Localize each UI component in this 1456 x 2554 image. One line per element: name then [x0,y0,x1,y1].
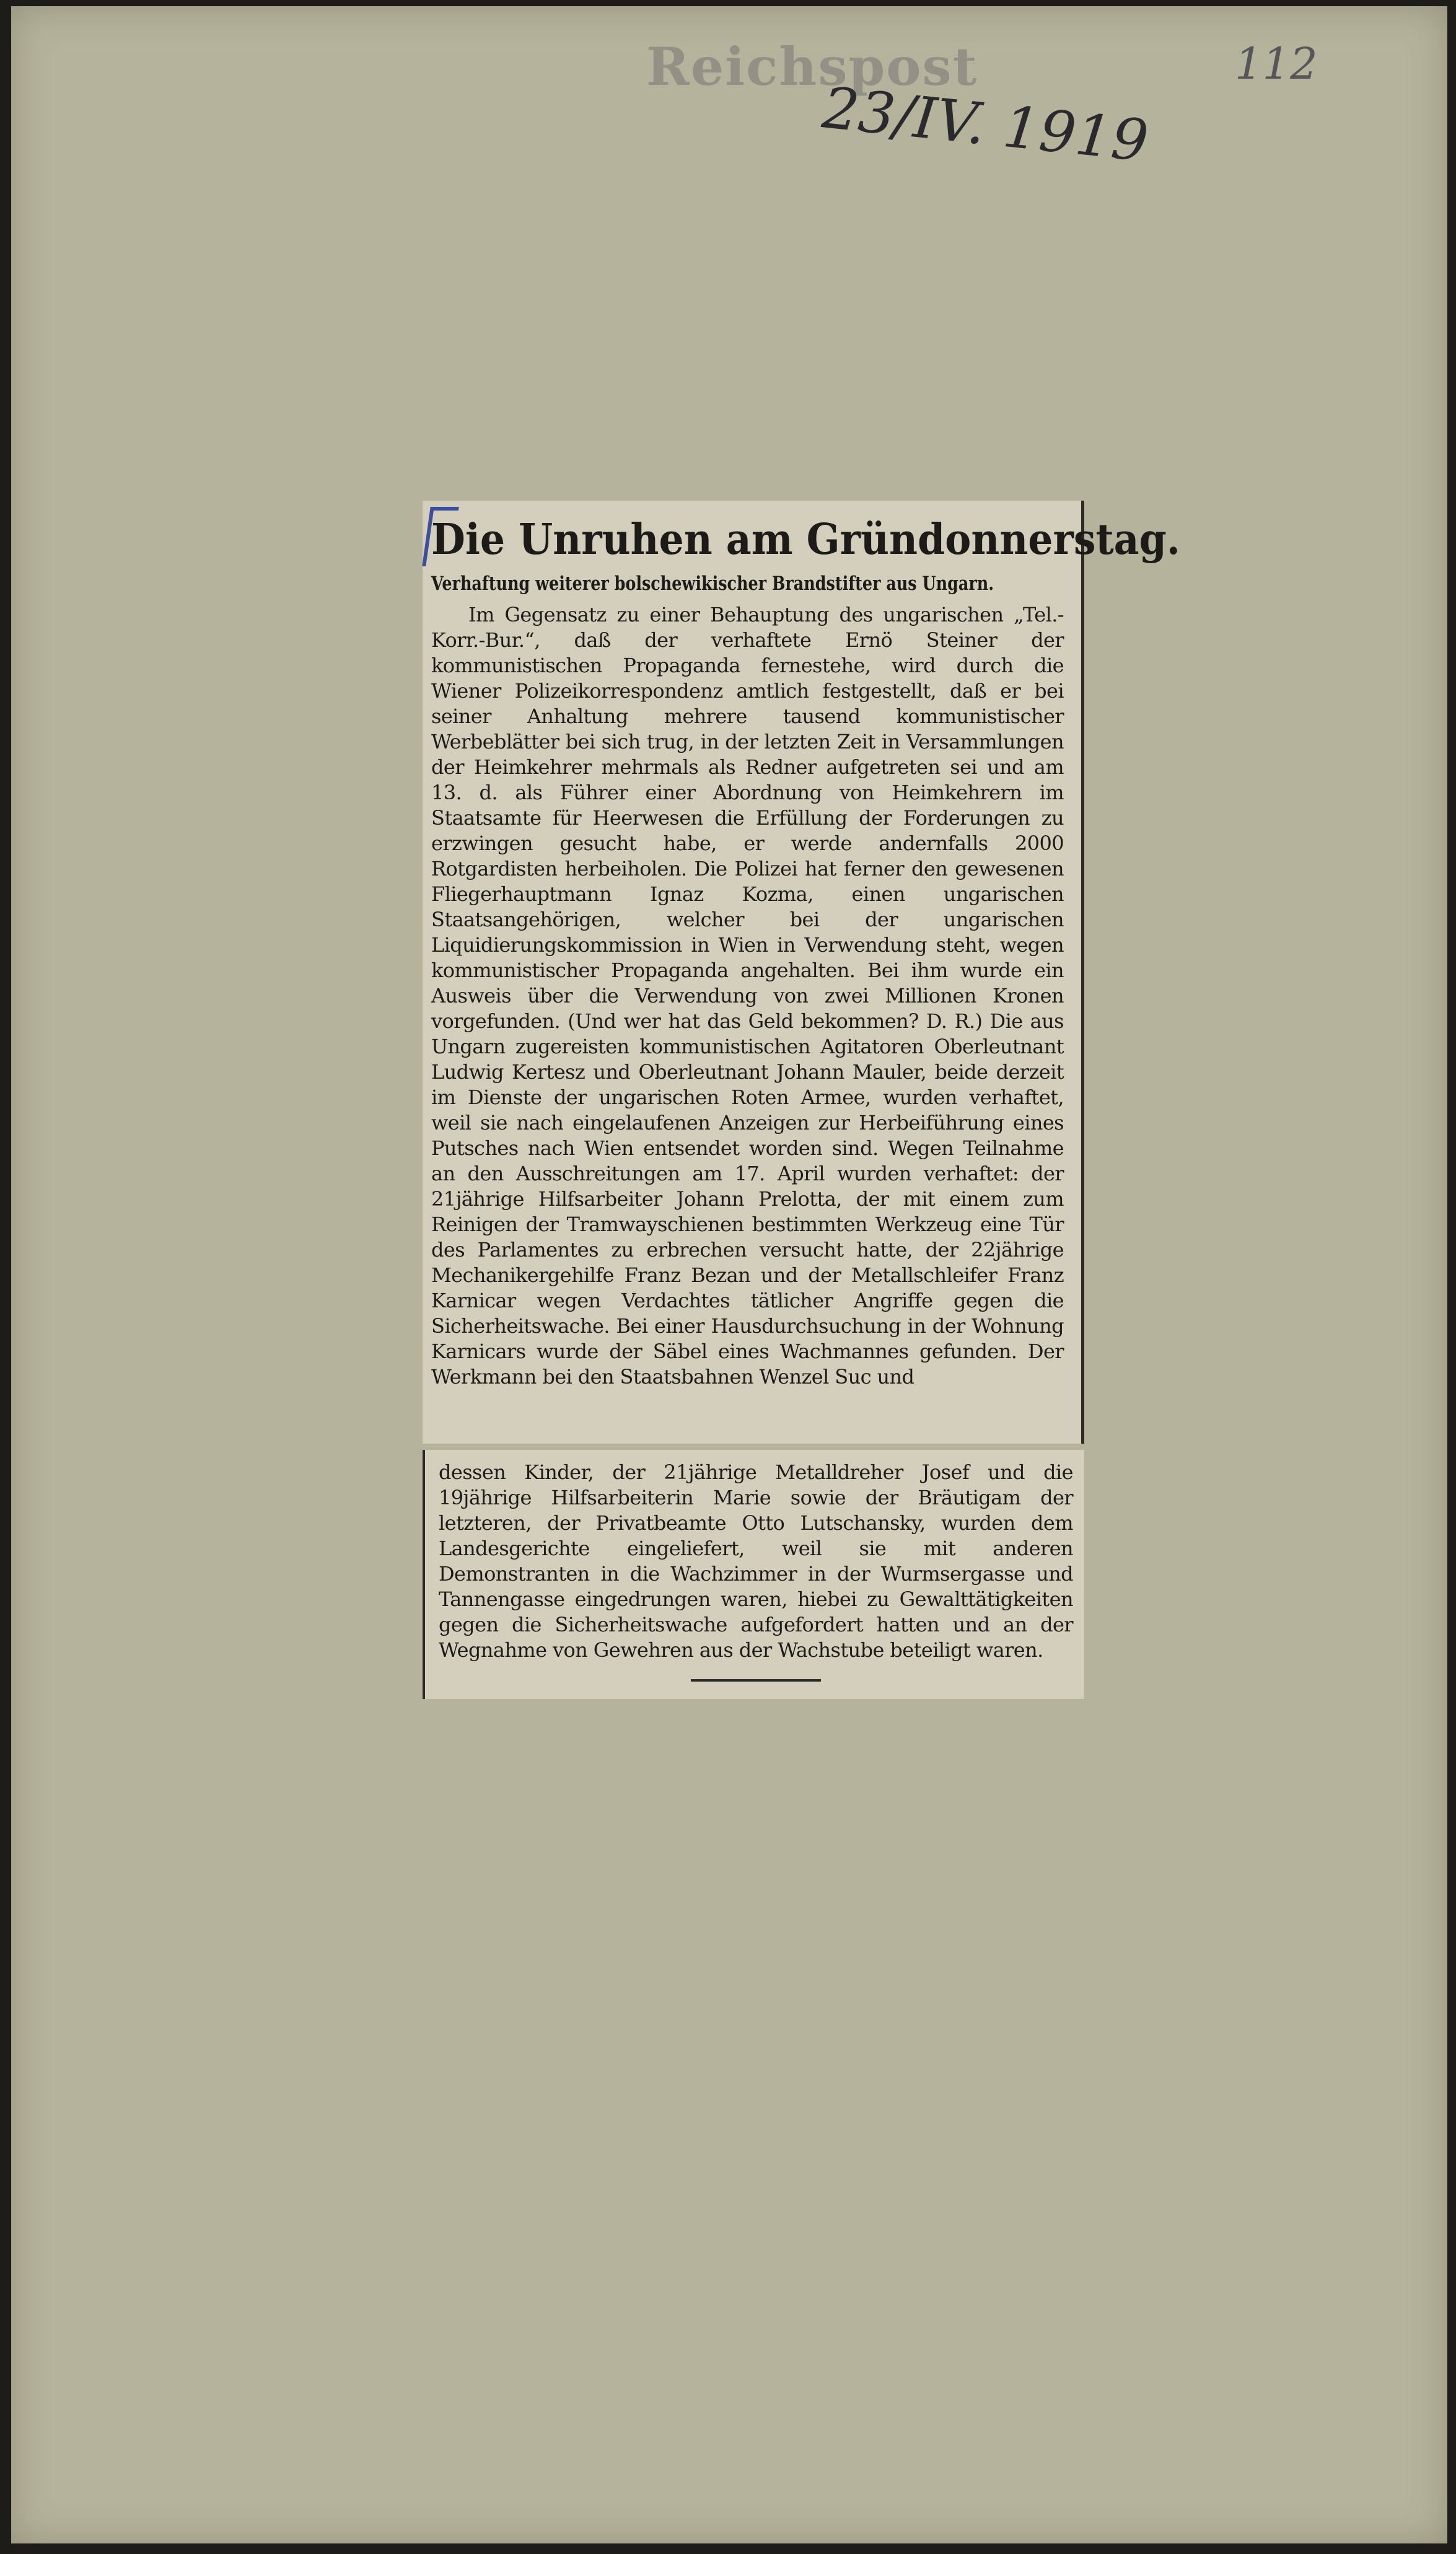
newspaper-clipping-column [423,501,1180,1444]
article-body-part2: dessen Kinder, der 21jährige Metalldreher Josef und die 19jährige Hilfsarbeiterin Marie sowie der Bräutigam der letzteren, der Privatbeamte Otto Lutschansky, wurden dem Landesgerichte eingeliefert, weil sie mit anderen Demonstranten in die Wachzimmer in der Wurmsergasse und Tannengasse eingedrungen waren, hiebei zu Gewalttätigkeiten gegen die Sicherheitswache aufgefordert hatten und an der Wegnahme von Gewehren aus der Wachstube beteiligt waren. [439,1460,1073,1662]
article-headline: Die Unruhen am Gründonnerstag. [431,515,1180,564]
article-body-part1: Im Gegensatz zu einer Behauptung des ungarischen „Tel.-Korr.-Bur.“, daß der verhaftete Ernö Steiner der kommunistischen Propaganda fernestehe, wird durch die Wiener Polizeikorrespondenz amtlich festgestellt, daß er bei seiner Anhaltung mehrere tausend kommunistischer Werbeblätter bei sich trug, in der letzten Zeit in Versammlungen der Heimkehrer mehrmals als Redner aufgetreten sei und am 13. d. als Führer einer Abordnung von Heimkehrern im Staatsamte für Heerwesen die Erfüllung der Forderungen zu erzwingen gesucht habe, er werde andernfalls 2000 Rotgardisten herbeiholen. Die Polizei hat ferner den gewesenen Fliegerhauptmann Ignaz Kozma, einen ungarischen Staatsangehörigen, welcher bei der ungarischen Liquidierungskommission in Wien in Verwendung steht, wegen kommunistischer Propaganda angehalten. Bei ihm wurde ein Ausweis über die Verwendung von zwei Millionen Kronen vorgefunden. (Und wer hat das Geld bekommen? D. R.) Die aus Ungarn zugereisten kommunistischen Agitatoren Oberleutnant Ludwig Kertesz und Oberleutnant Johann Mauler, beide derzeit im Dienste der ungarischen Roten Armee, wurden verhaftet, weil sie nach eingelaufenen Anzeigen zur Herbeiführung eines Putsches nach Wien entsendet worden sind. Wegen Teilnahme an den Ausschreitungen am 17. April wurden verhaftet: der 21jährige Hilfsarbeiter Johann Prelotta, der mit einem zum Reinigen der Tramwayschienen bestimmten Werkzeug eine Tür des Parlamentes zu erbrechen versucht hatte, der 22jährige Mechanikergehilfe Franz Bezan und der Metallschleifer Franz Karnicar wegen Verdachtes tätlicher Angriffe gegen die Sicherheitswache. Bei einer Hausdurchsuchung in der Wohnung Karnicars wurde der Säbel eines Wachmannes gefunden. Der Werkmann bei den Staatsbahnen Wenzel Suc und [431,603,1064,1389]
source-stamp: Reichspost [646,36,978,97]
handwritten-date: 23/IV. 1919 [819,74,1152,175]
folio-number: 112 [1235,38,1318,89]
article-subheadline: Verhaftung weiterer bolschewikischer Brandstifter aus Ungarn. [431,573,994,595]
newspaper-clipping-continuation [423,1450,1084,1699]
article-end-rule [691,1679,821,1682]
